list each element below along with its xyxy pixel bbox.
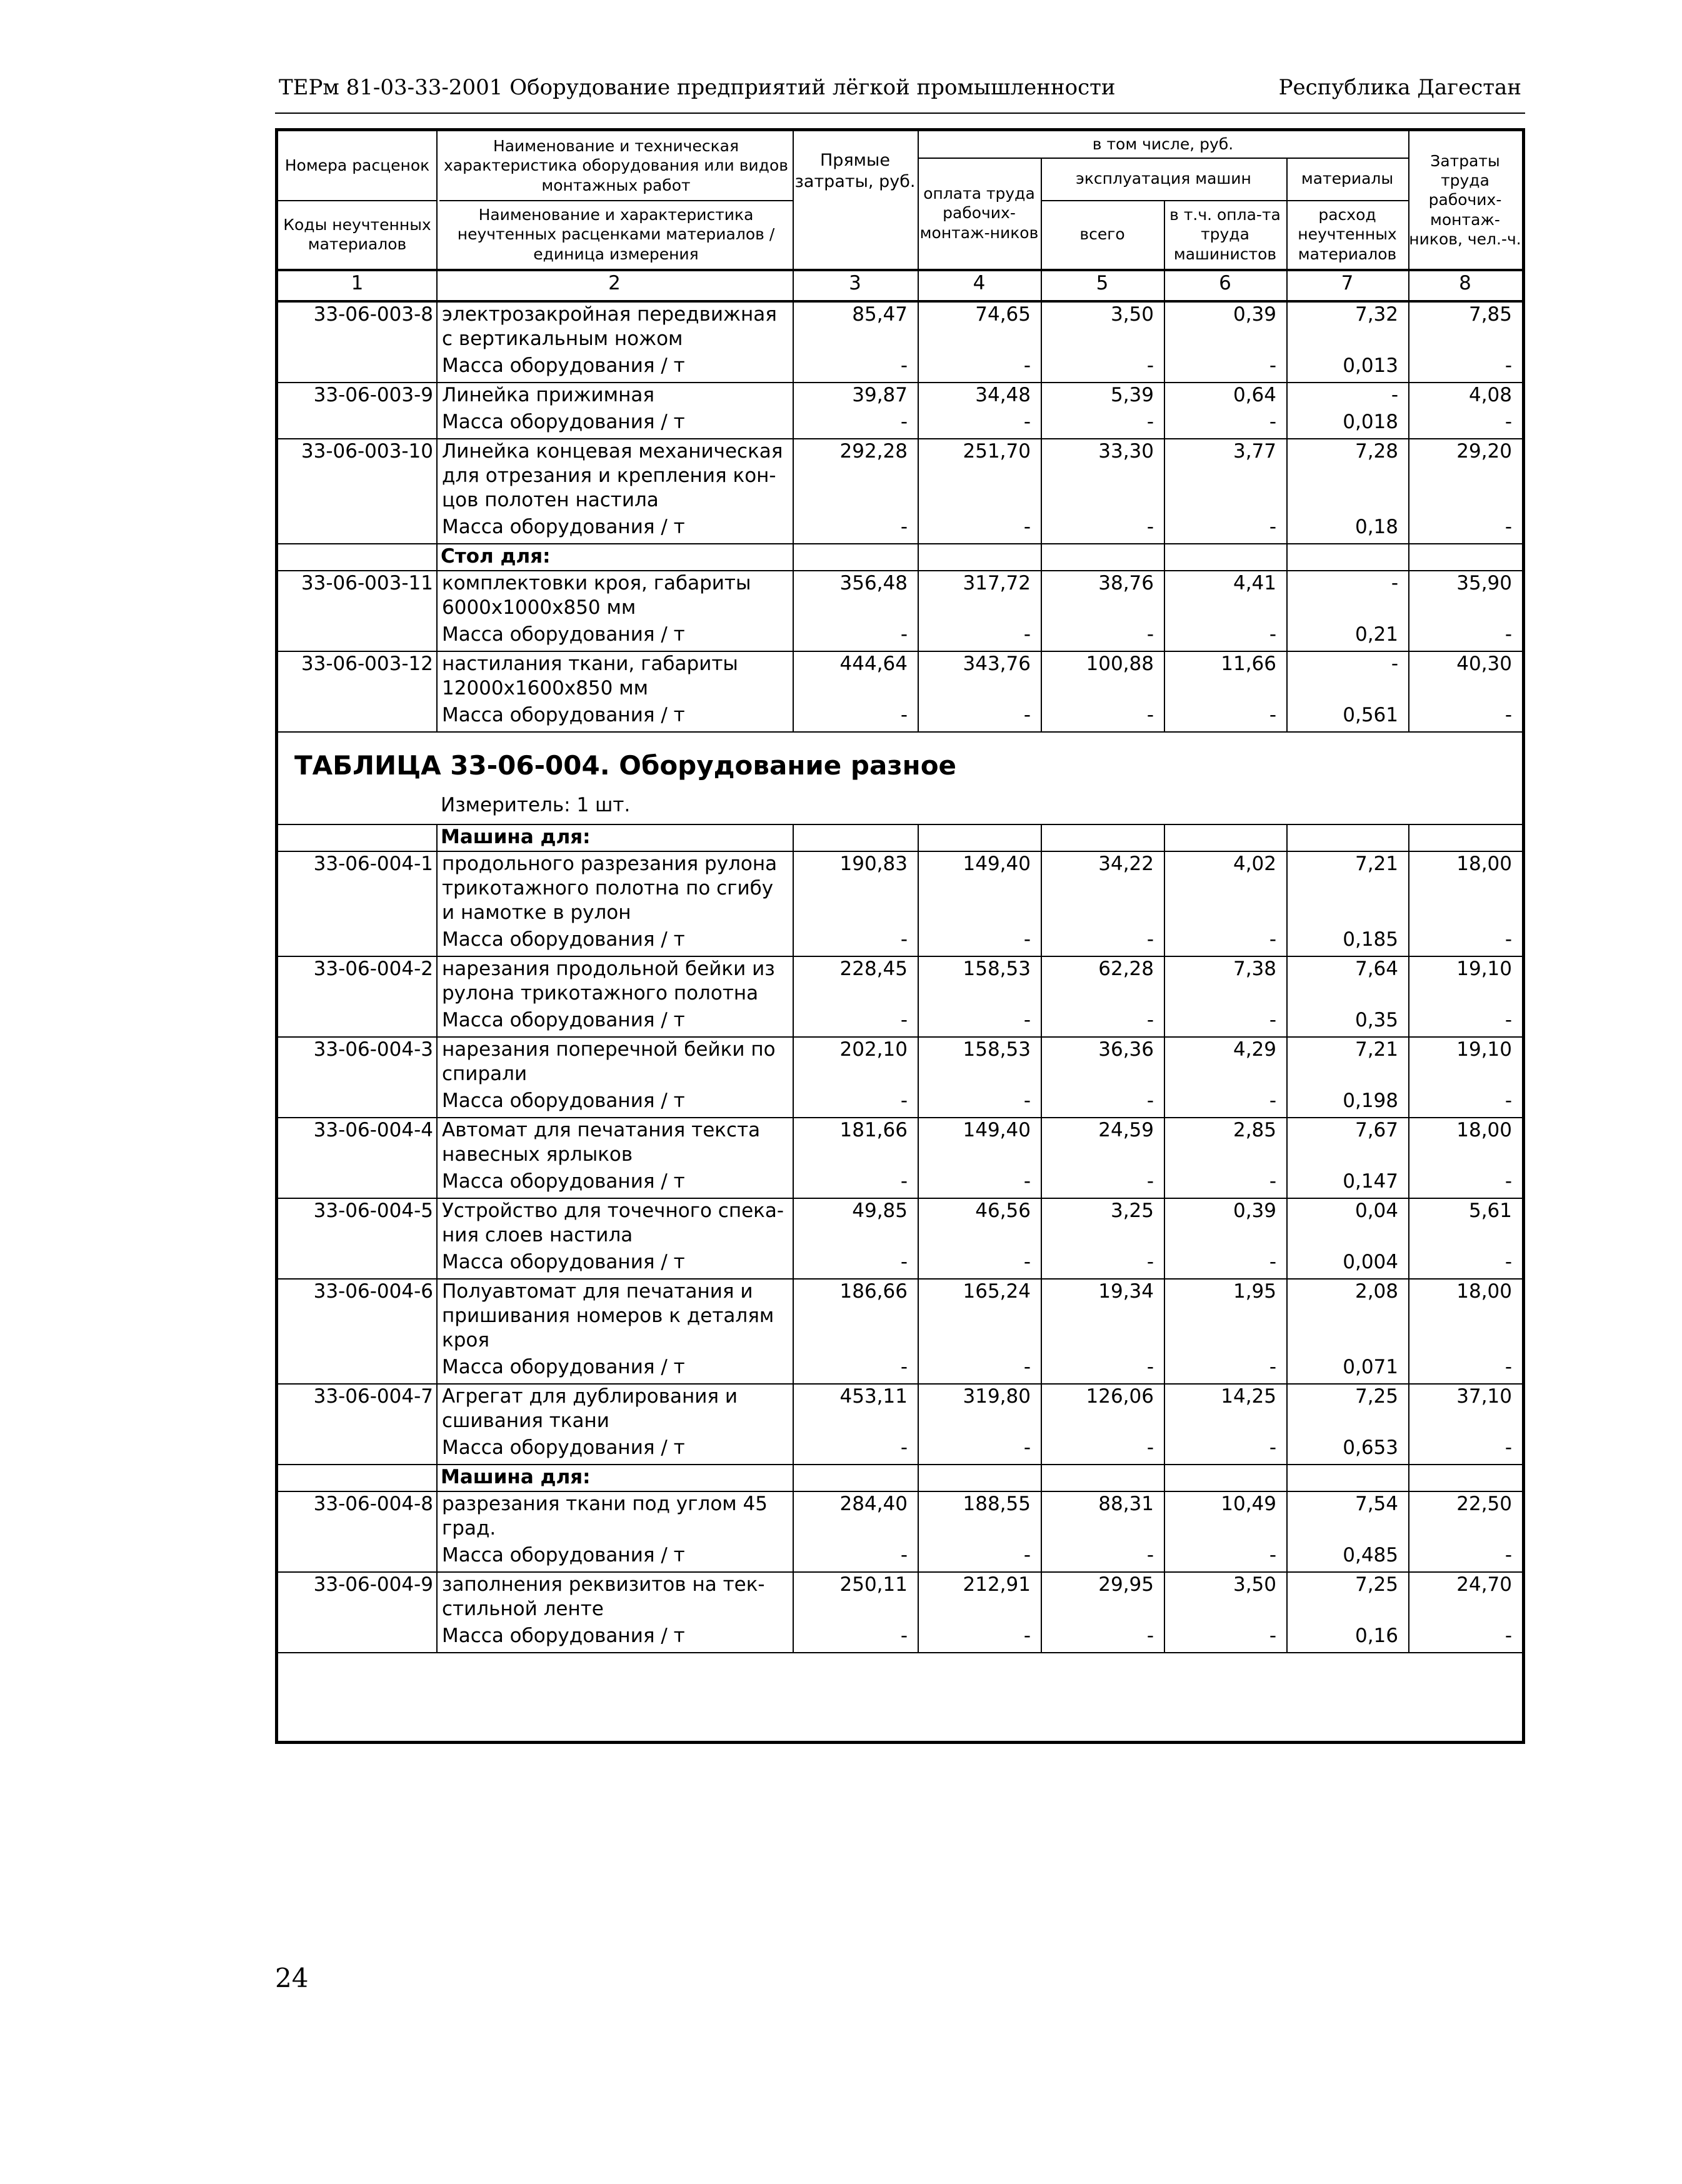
column-divider xyxy=(1286,824,1288,1652)
rate-value: - xyxy=(1391,572,1398,594)
dash: - xyxy=(1504,1544,1512,1566)
rate-value: 34,22 xyxy=(1098,853,1154,875)
column-number: 4 xyxy=(973,272,986,294)
rate-code: 33-06-004-1 xyxy=(313,853,433,875)
dash: - xyxy=(1269,623,1276,646)
header-material-codes: Коды неучтенных материалов xyxy=(283,215,431,253)
rate-value: 3,25 xyxy=(1110,1200,1154,1222)
dash: - xyxy=(900,354,908,377)
rate-code: 33-06-004-7 xyxy=(313,1385,433,1408)
rate-value: 10,49 xyxy=(1221,1493,1276,1515)
equipment-name: для отрезания и крепления кон- xyxy=(442,464,776,487)
rate-value: 165,24 xyxy=(963,1280,1031,1303)
rate-code: 33-06-004-8 xyxy=(313,1493,433,1515)
dash: - xyxy=(900,1251,908,1273)
equipment-name: рулона трикотажного полотна xyxy=(442,982,759,1004)
column-number: 1 xyxy=(351,272,364,294)
rate-value: 190,83 xyxy=(839,853,908,875)
rate-value: 19,34 xyxy=(1098,1280,1154,1303)
dash: - xyxy=(1146,516,1154,538)
dash: - xyxy=(900,1089,908,1112)
dash: - xyxy=(1504,354,1512,377)
dash: - xyxy=(1146,623,1154,646)
rate-code: 33-06-003-10 xyxy=(301,440,433,463)
equipment-name: спирали xyxy=(442,1063,528,1085)
equipment-name: настилания ткани, габариты xyxy=(442,653,738,675)
rate-value: 35,90 xyxy=(1456,572,1512,594)
column-number: 6 xyxy=(1219,272,1231,294)
column-divider xyxy=(1164,301,1165,731)
rate-value: 18,00 xyxy=(1456,1119,1512,1141)
dash: - xyxy=(1504,1009,1512,1031)
equipment-name: Устройство для точечного спека- xyxy=(442,1200,784,1222)
equipment-name: стильной ленте xyxy=(442,1598,604,1620)
mass-label: Масса оборудования / т xyxy=(442,411,685,433)
equipment-name: цов полотен настила xyxy=(442,489,659,511)
equipment-name: и намотке в рулон xyxy=(442,901,631,924)
mass-label: Масса оборудования / т xyxy=(442,1544,685,1566)
mass-value: 0,013 xyxy=(1343,354,1398,377)
dash: - xyxy=(1023,1089,1031,1112)
dash: - xyxy=(1269,1089,1276,1112)
header-title: ТЕРм 81-03-33-2001 Оборудование предприятий лёгкой промышленности xyxy=(279,75,1116,100)
rate-value: 319,80 xyxy=(963,1385,1031,1408)
rate-value: 228,45 xyxy=(839,958,908,980)
rate-value: 3,50 xyxy=(1233,1573,1276,1596)
dash: - xyxy=(1269,1436,1276,1459)
header-equipment-name: Наименование и техническая характеристика оборудования или видов монтажных работ xyxy=(444,137,788,194)
rate-value: 39,87 xyxy=(852,384,908,406)
rate-value: 38,76 xyxy=(1098,572,1154,594)
rate-value: 7,67 xyxy=(1354,1119,1398,1141)
mass-value: 0,147 xyxy=(1343,1170,1398,1193)
equipment-name: нарезания поперечной бейки по xyxy=(442,1038,776,1061)
dash: - xyxy=(1269,928,1276,951)
rate-value: 33,30 xyxy=(1098,440,1154,463)
dash: - xyxy=(1504,928,1512,951)
dash: - xyxy=(1269,1356,1276,1378)
dash: - xyxy=(1269,1544,1276,1566)
group-heading: Машина для: xyxy=(441,826,591,848)
header-worker-pay: оплата труда рабочих-монтаж-ников xyxy=(919,184,1039,242)
rate-value: 5,61 xyxy=(1468,1200,1512,1222)
rate-value: 2,08 xyxy=(1354,1280,1398,1303)
rate-value: 46,56 xyxy=(975,1200,1031,1222)
rate-value: 62,28 xyxy=(1098,958,1154,980)
equipment-name: кроя xyxy=(442,1329,490,1351)
rate-value: 7,25 xyxy=(1354,1573,1398,1596)
dash: - xyxy=(1504,704,1512,726)
rate-code: 33-06-003-11 xyxy=(301,572,433,594)
column-divider xyxy=(1522,269,1523,300)
rate-value: 212,91 xyxy=(963,1573,1031,1596)
column-number: 3 xyxy=(849,272,861,294)
table-section-title: ТАБЛИЦА 33-06-004. Оборудование разное xyxy=(294,750,957,781)
dash: - xyxy=(1269,411,1276,433)
rate-code: 33-06-003-9 xyxy=(313,384,433,406)
rate-value: - xyxy=(1391,653,1398,675)
dash: - xyxy=(1504,411,1512,433)
rate-code: 33-06-003-8 xyxy=(313,303,433,326)
header-labor-costs: Затраты труда рабочих-монтаж-ников, чел.-ч. xyxy=(1409,151,1521,248)
header-material-consumption: расход неучтенных материалов xyxy=(1298,206,1397,263)
mass-label: Масса оборудования / т xyxy=(442,1251,685,1273)
rate-value: 4,29 xyxy=(1233,1038,1276,1061)
equipment-name: град. xyxy=(442,1517,496,1540)
rate-value: 188,55 xyxy=(963,1493,1031,1515)
column-divider xyxy=(793,131,794,269)
column-number: 8 xyxy=(1459,272,1471,294)
rate-value: 292,28 xyxy=(839,440,908,463)
rate-value: 29,20 xyxy=(1456,440,1512,463)
dash: - xyxy=(1146,1170,1154,1193)
dash: - xyxy=(1023,623,1031,646)
running-header xyxy=(275,75,1525,114)
mass-value: 0,653 xyxy=(1343,1436,1398,1459)
mass-value: 0,18 xyxy=(1354,516,1398,538)
dash: - xyxy=(1023,1625,1031,1647)
rate-value: 85,47 xyxy=(852,303,908,326)
rate-value: 7,25 xyxy=(1354,1385,1398,1408)
rate-value: 2,85 xyxy=(1233,1119,1276,1141)
dash: - xyxy=(1504,1436,1512,1459)
mass-label: Масса оборудования / т xyxy=(442,928,685,951)
dash: - xyxy=(1146,411,1154,433)
rate-value: 186,66 xyxy=(839,1280,908,1303)
column-divider xyxy=(1041,301,1042,731)
dash: - xyxy=(900,704,908,726)
mass-value: 0,198 xyxy=(1343,1089,1398,1112)
header-materials: материалы xyxy=(1301,169,1394,188)
measure-unit: Измеритель: 1 шт. xyxy=(441,794,631,816)
mass-label: Масса оборудования / т xyxy=(442,1625,685,1647)
dash: - xyxy=(1146,1625,1154,1647)
rate-value: 74,65 xyxy=(975,303,1031,326)
rate-value: 0,04 xyxy=(1354,1200,1398,1222)
equipment-name: с вертикальным ножом xyxy=(442,328,683,350)
header-machine-operation: эксплуатация машин xyxy=(1076,169,1251,188)
group-heading: Стол для: xyxy=(441,545,551,568)
dash: - xyxy=(1146,354,1154,377)
rate-value: 158,53 xyxy=(963,958,1031,980)
equipment-name: трикотажного полотна по сгибу xyxy=(442,877,774,899)
mass-label: Масса оборудования / т xyxy=(442,516,685,538)
rate-code: 33-06-004-3 xyxy=(313,1038,433,1061)
equipment-name: нарезания продольной бейки из xyxy=(442,958,775,980)
column-divider xyxy=(1408,824,1409,1652)
column-divider xyxy=(1286,158,1288,269)
column-divider xyxy=(918,824,919,1652)
rate-value: 4,41 xyxy=(1233,572,1276,594)
equipment-name: Линейка прижимная xyxy=(442,384,654,406)
rate-value: 7,85 xyxy=(1468,303,1512,326)
rate-value: 5,39 xyxy=(1110,384,1154,406)
rate-value: 444,64 xyxy=(839,653,908,675)
dash: - xyxy=(1269,1251,1276,1273)
column-divider xyxy=(918,131,919,269)
rate-value: 11,66 xyxy=(1221,653,1276,675)
rate-code: 33-06-004-5 xyxy=(313,1200,433,1222)
rate-value: 24,59 xyxy=(1098,1119,1154,1141)
rate-code: 33-06-004-4 xyxy=(313,1119,433,1141)
dash: - xyxy=(1504,623,1512,646)
group-heading: Машина для: xyxy=(441,1466,591,1488)
column-divider xyxy=(1408,301,1409,731)
row-divider xyxy=(278,1652,1522,1653)
rate-value: 453,11 xyxy=(839,1385,908,1408)
mass-label: Масса оборудования / т xyxy=(442,1436,685,1459)
header-material-name: Наименование и характеристика неучтенных расценками материалов / единица измерения xyxy=(457,206,775,263)
mass-label: Масса оборудования / т xyxy=(442,354,685,377)
row-divider xyxy=(439,200,793,201)
mass-label: Масса оборудования / т xyxy=(442,1089,685,1112)
mass-label: Масса оборудования / т xyxy=(442,1009,685,1031)
equipment-name: навесных ярлыков xyxy=(442,1143,633,1166)
dash: - xyxy=(1269,516,1276,538)
dash: - xyxy=(1504,1356,1512,1378)
rate-value: 158,53 xyxy=(963,1038,1031,1061)
rate-value: 7,38 xyxy=(1233,958,1276,980)
dash: - xyxy=(1023,411,1031,433)
equipment-name: разрезания ткани под углом 45 xyxy=(442,1493,768,1515)
mass-value: 0,485 xyxy=(1343,1544,1398,1566)
rate-value: 126,06 xyxy=(1086,1385,1154,1408)
dash: - xyxy=(1146,1089,1154,1112)
equipment-name: электрозакройная передвижная xyxy=(442,303,777,326)
rate-value: 24,70 xyxy=(1456,1573,1512,1596)
dash: - xyxy=(1146,1251,1154,1273)
rate-value: 36,36 xyxy=(1098,1038,1154,1061)
dash: - xyxy=(1504,1170,1512,1193)
rate-value: 7,21 xyxy=(1354,853,1398,875)
rate-value: 88,31 xyxy=(1098,1493,1154,1515)
dash: - xyxy=(1504,1089,1512,1112)
rate-value: 356,48 xyxy=(839,572,908,594)
dash: - xyxy=(1146,1356,1154,1378)
rate-value: - xyxy=(1391,384,1398,406)
mass-value: 0,16 xyxy=(1354,1625,1398,1647)
dash: - xyxy=(1504,1251,1512,1273)
column-divider xyxy=(1041,158,1042,269)
dash: - xyxy=(1269,1009,1276,1031)
equipment-name: комплектовки кроя, габариты xyxy=(442,572,751,594)
rate-code: 33-06-004-2 xyxy=(313,958,433,980)
rate-value: 14,25 xyxy=(1221,1385,1276,1408)
dash: - xyxy=(1146,1436,1154,1459)
equipment-name: Полуавтомат для печатания и xyxy=(442,1280,753,1303)
mass-label: Масса оборудования / т xyxy=(442,1356,685,1378)
rates-table xyxy=(275,128,1525,1744)
dash: - xyxy=(1269,704,1276,726)
rate-code: 33-06-004-9 xyxy=(313,1573,433,1596)
rate-value: 49,85 xyxy=(852,1200,908,1222)
equipment-name: заполнения реквизитов на тек- xyxy=(442,1573,765,1596)
mass-value: 0,35 xyxy=(1354,1009,1398,1031)
rate-value: 19,10 xyxy=(1456,958,1512,980)
mass-value: 0,561 xyxy=(1343,704,1398,726)
dash: - xyxy=(1023,1170,1031,1193)
dash: - xyxy=(1023,354,1031,377)
rate-value: 251,70 xyxy=(963,440,1031,463)
column-number: 5 xyxy=(1096,272,1109,294)
rate-value: 1,95 xyxy=(1233,1280,1276,1303)
rate-value: 7,54 xyxy=(1354,1493,1398,1515)
rate-value: 250,11 xyxy=(839,1573,908,1596)
rate-value: 4,02 xyxy=(1233,853,1276,875)
rate-code: 33-06-003-12 xyxy=(301,653,433,675)
rate-value: 18,00 xyxy=(1456,853,1512,875)
dash: - xyxy=(1146,1544,1154,1566)
row-divider xyxy=(278,269,1522,271)
dash: - xyxy=(1269,1625,1276,1647)
mass-value: 0,018 xyxy=(1343,411,1398,433)
rate-value: 0,39 xyxy=(1233,1200,1276,1222)
header-region: Республика Дагестан xyxy=(1278,75,1521,100)
rate-value: 317,72 xyxy=(963,572,1031,594)
rate-value: 40,30 xyxy=(1456,653,1512,675)
dash: - xyxy=(1023,1436,1031,1459)
column-number: 7 xyxy=(1341,272,1354,294)
column-divider xyxy=(793,301,794,731)
rate-value: 0,64 xyxy=(1233,384,1276,406)
rate-value: 4,08 xyxy=(1468,384,1512,406)
mass-label: Масса оборудования / т xyxy=(442,704,685,726)
rate-value: 29,95 xyxy=(1098,1573,1154,1596)
dash: - xyxy=(900,1625,908,1647)
rate-value: 34,48 xyxy=(975,384,1031,406)
rate-value: 19,10 xyxy=(1456,1038,1512,1061)
row-divider xyxy=(1041,200,1408,201)
rate-value: 0,39 xyxy=(1233,303,1276,326)
dash: - xyxy=(1504,516,1512,538)
equipment-name: сшивания ткани xyxy=(442,1410,609,1432)
dash: - xyxy=(1023,928,1031,951)
rate-value: 149,40 xyxy=(963,1119,1031,1141)
column-divider xyxy=(436,301,438,731)
dash: - xyxy=(900,1436,908,1459)
dash: - xyxy=(900,1170,908,1193)
equipment-name: ния слоев настила xyxy=(442,1224,633,1246)
header-including: в том числе, руб. xyxy=(1092,135,1234,154)
column-divider xyxy=(1408,131,1409,269)
dash: - xyxy=(1023,1251,1031,1273)
rate-value: 3,50 xyxy=(1110,303,1154,326)
dash: - xyxy=(1146,928,1154,951)
dash: - xyxy=(1023,1356,1031,1378)
column-divider xyxy=(1164,200,1165,269)
dash: - xyxy=(900,516,908,538)
dash: - xyxy=(1023,1009,1031,1031)
equipment-name: 6000х1000х850 мм xyxy=(442,596,636,619)
dash: - xyxy=(1146,1009,1154,1031)
header-rate-numbers: Номера расценок xyxy=(284,156,430,175)
dash: - xyxy=(1146,704,1154,726)
dash: - xyxy=(1023,704,1031,726)
dash: - xyxy=(900,411,908,433)
column-divider xyxy=(1164,824,1165,1652)
rate-value: 3,77 xyxy=(1233,440,1276,463)
mass-label: Масса оборудования / т xyxy=(442,1170,685,1193)
column-divider xyxy=(1286,301,1288,731)
equipment-name: 12000х1600х850 мм xyxy=(442,677,648,699)
dash: - xyxy=(900,623,908,646)
equipment-name: продольного разрезания рулона xyxy=(442,853,778,875)
dash: - xyxy=(900,928,908,951)
rate-value: 7,32 xyxy=(1354,303,1398,326)
column-divider xyxy=(436,131,438,269)
dash: - xyxy=(900,1009,908,1031)
rate-value: 343,76 xyxy=(963,653,1031,675)
rate-value: 181,66 xyxy=(839,1119,908,1141)
page-number: 24 xyxy=(275,1963,309,1993)
rate-value: 202,10 xyxy=(839,1038,908,1061)
rate-value: 284,40 xyxy=(839,1493,908,1515)
rate-value: 7,28 xyxy=(1354,440,1398,463)
dash: - xyxy=(1269,1170,1276,1193)
equipment-name: Линейка концевая механическая xyxy=(442,440,783,463)
header-direct-costs: Прямые затраты, руб. xyxy=(794,151,916,191)
mass-value: 0,071 xyxy=(1343,1356,1398,1378)
equipment-name: пришивания номеров к деталям xyxy=(442,1305,774,1327)
column-number: 2 xyxy=(608,272,621,294)
mass-label: Масса оборудования / т xyxy=(442,623,685,646)
rate-value: 7,64 xyxy=(1354,958,1398,980)
column-divider xyxy=(436,824,438,1652)
rate-value: 100,88 xyxy=(1086,653,1154,675)
header-machine-total: всего xyxy=(1079,225,1125,244)
column-divider xyxy=(793,824,794,1652)
dash: - xyxy=(900,1356,908,1378)
mass-value: 0,185 xyxy=(1343,928,1398,951)
header-operator-pay: в т.ч. опла-та труда машинистов xyxy=(1169,206,1281,263)
column-divider xyxy=(918,301,919,731)
row-divider xyxy=(918,158,1408,159)
rate-value: 7,21 xyxy=(1354,1038,1398,1061)
rate-value: 22,50 xyxy=(1456,1493,1512,1515)
equipment-name: Автомат для печатания текста xyxy=(442,1119,761,1141)
rate-value: 18,00 xyxy=(1456,1280,1512,1303)
mass-value: 0,004 xyxy=(1343,1251,1398,1273)
dash: - xyxy=(1269,354,1276,377)
equipment-name: Агрегат для дублирования и xyxy=(442,1385,738,1408)
dash: - xyxy=(1023,516,1031,538)
rate-value: 149,40 xyxy=(963,853,1031,875)
dash: - xyxy=(1023,1544,1031,1566)
column-divider xyxy=(1041,824,1042,1652)
dash: - xyxy=(1504,1625,1512,1647)
mass-value: 0,21 xyxy=(1354,623,1398,646)
row-divider xyxy=(278,731,1522,733)
rate-code: 33-06-004-6 xyxy=(313,1280,433,1303)
dash: - xyxy=(900,1544,908,1566)
row-divider xyxy=(278,200,436,201)
rate-value: 37,10 xyxy=(1456,1385,1512,1408)
